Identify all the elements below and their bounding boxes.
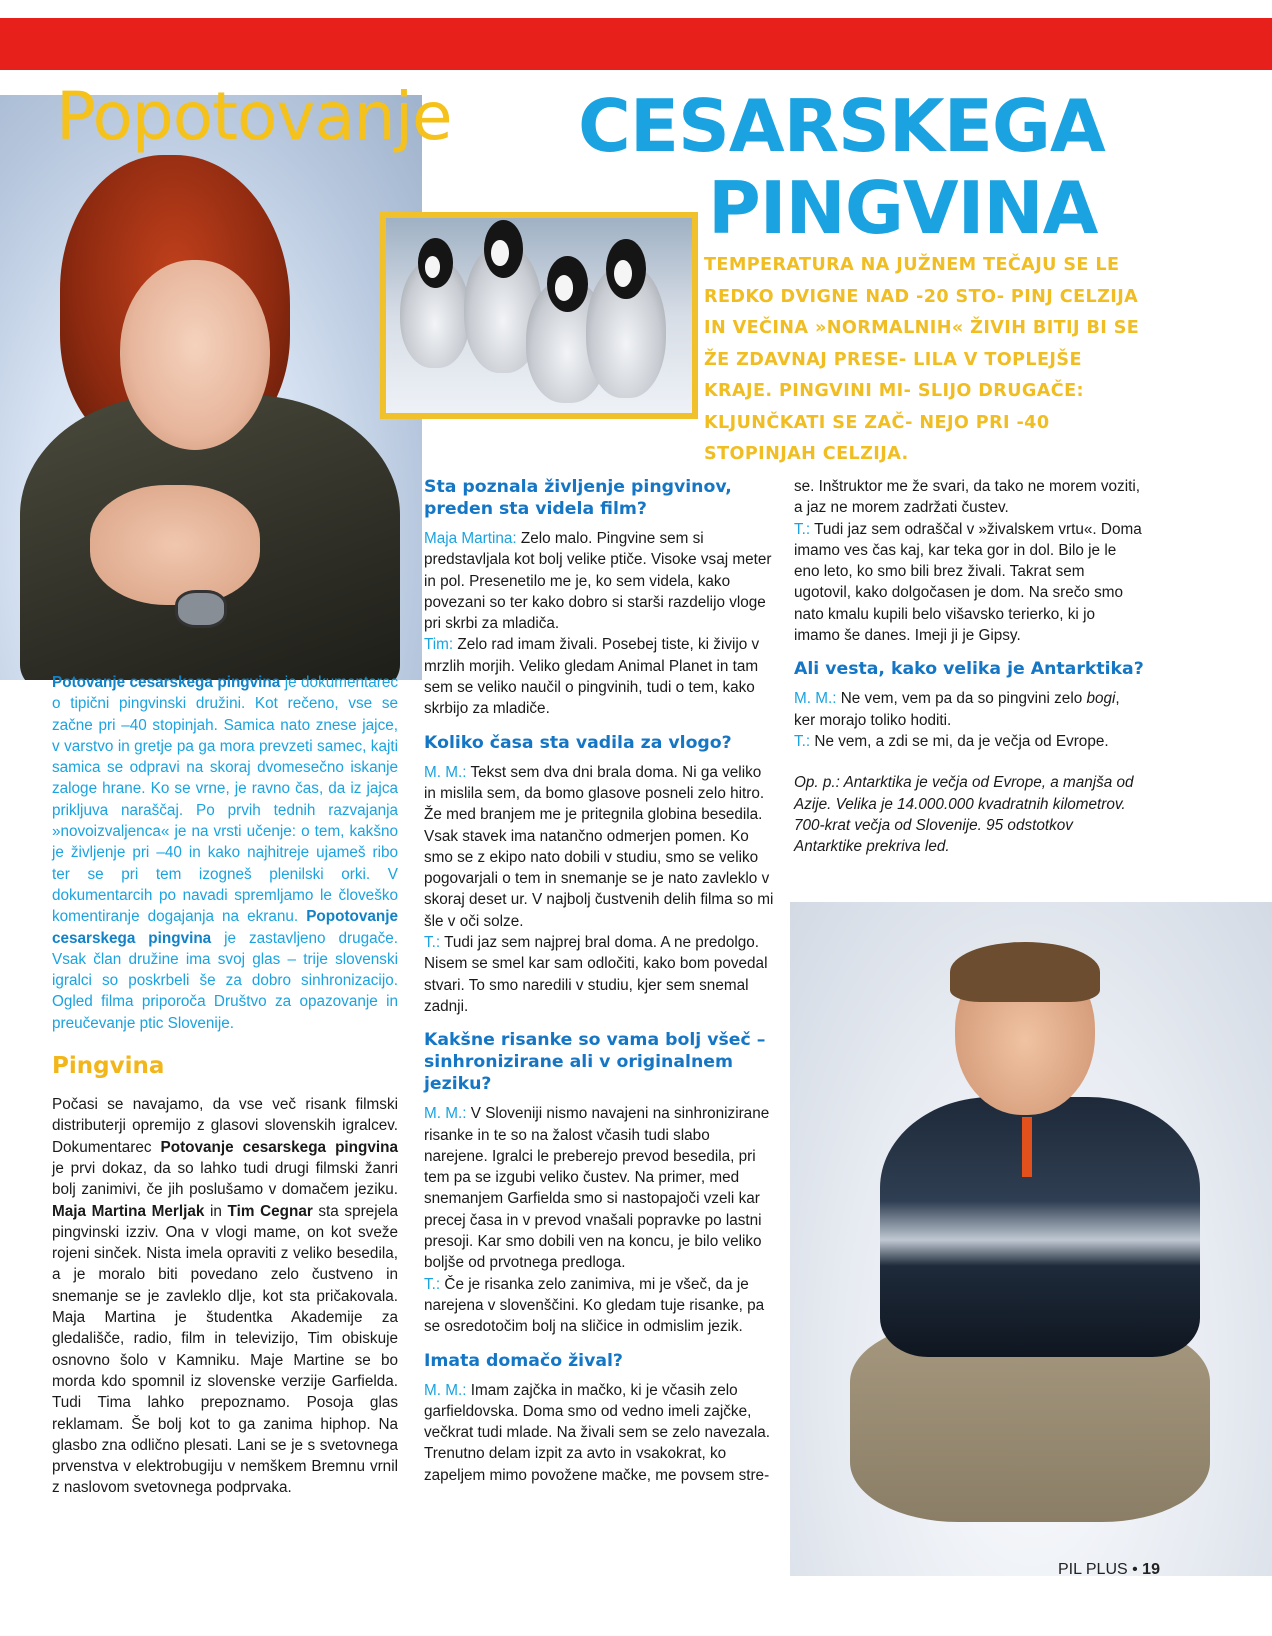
question-heading: Sta poznala življenje pingvinov, preden sta videla film? xyxy=(424,477,732,519)
section-heading-pingvina: Pingvina xyxy=(52,1053,165,1080)
penguin-chick xyxy=(400,258,470,368)
penguin-chick xyxy=(586,263,666,398)
photo-woman-face xyxy=(120,260,270,450)
question-heading: Koliko časa sta vadila za vlogo? xyxy=(424,732,732,753)
answer-paragraph: M. M.: Tekst sem dva dni brala doma. Ni ga veliko in mislila sem, da bomo glasove posneli zelo hitro. Že med branjem me je pritegnila globina besedila. Vsak stavek ima natančno odmerjen pomen. Ko smo se z ekipo nato dobili v studiu, smo se veliko pogovarjali o tem in snemanje se je nato zavleklo v skoraj deset ur. V najbolj čustvenih delih filma so mi šle v oči solze. xyxy=(424,763,774,930)
magazine-name: PIL PLUS xyxy=(1058,1561,1128,1578)
photo-woman-watch xyxy=(175,590,227,628)
answer-paragraph: M. M.: Imam zajčka in mačko, ki je včasih zelo garfieldovska. Doma smo od vedno imeli zajčke, večkrat tudi mlade. Na živali sem se zelo navezala. Trenutno delam izpit za avto in vsakokrat, ko zapeljem mimo povožene mačke, me povsem stre- xyxy=(424,1381,771,1484)
answer-paragraph: T.: Če je risanka zelo zanimiva, mi je všeč, da je narejena v slovenščini. Ko gledam tuje risanke, pa se osredotočim bolj na sličice in odmislim jezik. xyxy=(424,1275,765,1336)
answer-paragraph: T.: Tudi jaz sem najprej bral doma. A ne predolgo. Nisem se smel kar sam odločiti, kako bom povedal stvari. To smo naredili v studiu, kjer sem snemal zadnji. xyxy=(424,934,768,1015)
answer-paragraph: Maja Martina: Zelo malo. Pingvine sem si predstavljala kot bolj velike ptiče. Visoke vsaj meter in pol. Presenetilo me je, ko sem videla, kako povezani so ter kako dobro si starši razdelijo vloge pri skrbi za mladiča. xyxy=(424,530,772,633)
question-heading: Imata domačo žival? xyxy=(424,1350,623,1371)
question-heading: Ali vesta, kako velika je Antarktika? xyxy=(794,659,1144,680)
photo-woman-in-snow xyxy=(0,95,422,680)
title-word-pingvina: PINGVINA xyxy=(708,166,1098,250)
title-word-popotovanje: Popotovanje xyxy=(56,78,452,155)
page-footer: PIL PLUS • 19 xyxy=(1058,1561,1160,1578)
answer-paragraph: T.: Ne vem, a zdi se mi, da je večja od Evrope. xyxy=(794,732,1109,750)
answer-paragraph: T.: Tudi jaz sem odraščal v »živalskem vrtu«. Doma imamo ves čas kaj, kar teka gor in dol. Bilo je le eno leto, ko smo bili brez živali. Takrat sem ugotovil, kako dolgočasen je dom. Na srečo smo nato kmalu kupili belo višavsko terierko, ki jo imamo še danes. Imeji ji je Gipsy. xyxy=(794,520,1142,645)
answer-paragraph: Tim: Zelo rad imam živali. Posebej tiste, ki živijo v mrzlih morjih. Veliko gledam Animal Planet in tam sem se veliko naučil o pingvinih, tudi o tem, kako skrbijo za mladiče. xyxy=(424,636,760,718)
photo-boy-in-snow xyxy=(790,902,1272,1576)
photo-boy-zipper xyxy=(1022,1117,1032,1177)
photo-woman-hands xyxy=(90,485,260,605)
column-left xyxy=(52,672,398,1499)
answer-paragraph-continued: se. Inštruktor me že svari, da tako ne morem voziti, a jaz ne morem zadržati čustev. xyxy=(794,478,1141,517)
photo-boy-jacket xyxy=(880,1097,1200,1357)
editor-note: Op. p.: Antarktika je večja od Evrope, a manjša od Azije. Velika je 14.000.000 kvadratnih kilometrov. 700-krat večja od Slovenije. 95 odstotkov Antarktike prekriva led. xyxy=(794,774,1134,856)
question-heading: Kakšne risanke so vama bolj všeč – sinhronizirane ali v originalnem jeziku? xyxy=(424,1030,766,1095)
lead-paragraph: TEMPERATURA NA JUŽNEM TEČAJU SE LE REDKO DVIGNE NAD -20 STO- PINJ CELZIJA IN VEČINA »NORMALNIH« ŽIVIH BITIJ BI SE ŽE ZDAVNAJ PRESE- LILA V TOPLEJŠE KRAJE. PINGVINI MI- SLIJO DRUGAČE: KLJUNČKATI SE ZAČ- NEJO PRI -40 STOPINJAH CELZIJA. xyxy=(704,255,1140,464)
answer-paragraph: M. M.: V Sloveniji nismo navajeni na sinhronizirane risanke in te so na žalost včasih tudi slabo narejene. Igralci le preberejo prevod besedila, pri tem pa se izgubi veliko čustev. Na primer, med snemanjem Garfielda smo si nastopajoči vzeli kar precej časa in v prevod vnašali popravke po lastni presoji. Kar smo dobili ven na koncu, je bilo veliko boljše od prvotnega predloga. xyxy=(424,1105,770,1272)
pingvina-paragraph: Počasi se navajamo, da vse več risank filmski distributerji opremijo z glasovi slovenskih igralcev. Dokumentarec Potovanje cesarskega pingvina je prvi dokaz, da so lahko tudi drugi filmski žanri bolj zanimivi, če jih poslušamo v domačem jeziku. Maja Martina Merljak in Tim Cegnar sta sprejela pingvinski izziv. Ona v vlogi mame, on kot sveže rojeni sinček. Nista imela opraviti z veliko besedila, a je moralo biti povedano zelo čustveno in snemanje se je zavleklo dlje, kot sta pričakovala. Maja Martina je študentka Akademije za gledališče, radio, film in televizijo, Tim obiskuje osnovno šolo v Kamniku. Maje Martine se bo morda kdo spomnil iz slovenske verzije Garfielda. Tudi Tima lahko prepoznamo. Posoja glas reklamam. Še bolj kot to ga zanima hiphop. Na glasbo zna odlično plesati. Lani se je s svetovnega prvenstva v elektrobugiju v nemškem Bremnu vrnil z naslovom svetovnega podprvaka. xyxy=(52,1096,399,1497)
title-word-cesarskega: CESARSKEGA xyxy=(578,84,1105,168)
answer-paragraph: M. M.: Ne vem, vem pa da so pingvini zelo bogi, ker morajo toliko hoditi. xyxy=(794,690,1120,729)
photo-penguin-chicks xyxy=(380,212,698,419)
column-right xyxy=(794,476,1144,857)
top-red-bar xyxy=(0,18,1272,70)
column-middle xyxy=(424,476,774,1486)
intro-paragraph: Potovanje cesarskega pingvina je dokumentarec o tipični pingvinski družini. Kot rečeno, vse se začne pri –40 stopinjah. Samica nato znese jajce, v varstvo in gretje pa ga mora prevzeti samec, kajti samica se odpravi na skoraj dvomesečno iskanje zaloge hrane. Ko se vrne, je ravno čas, da iz jajca prikljuva naraščaj. Po prvih tednih razvajanja »novoizvaljenca« je na vrsti učenje: o tem, kakšno je življenje pri –40 in kako najhitreje ujameš ribo ter se pri tem izogneš plenilski orki. V dokumentarcih po navadi spremljamo le človeško komentiranje dogajanja na ekranu. Popotovanje cesarskega pingvina je zastavljeno drugače. Vsak član družine ima svoj glas – trije slovenski igralci so poskrbeli še za dobro sinhronizacijo. Ogled filma priporoča Društvo za opazovanje in preučevanje ptic Slovenije. xyxy=(52,674,399,1032)
page-number: 19 xyxy=(1142,1561,1160,1578)
photo-boy-hair xyxy=(950,942,1100,1002)
